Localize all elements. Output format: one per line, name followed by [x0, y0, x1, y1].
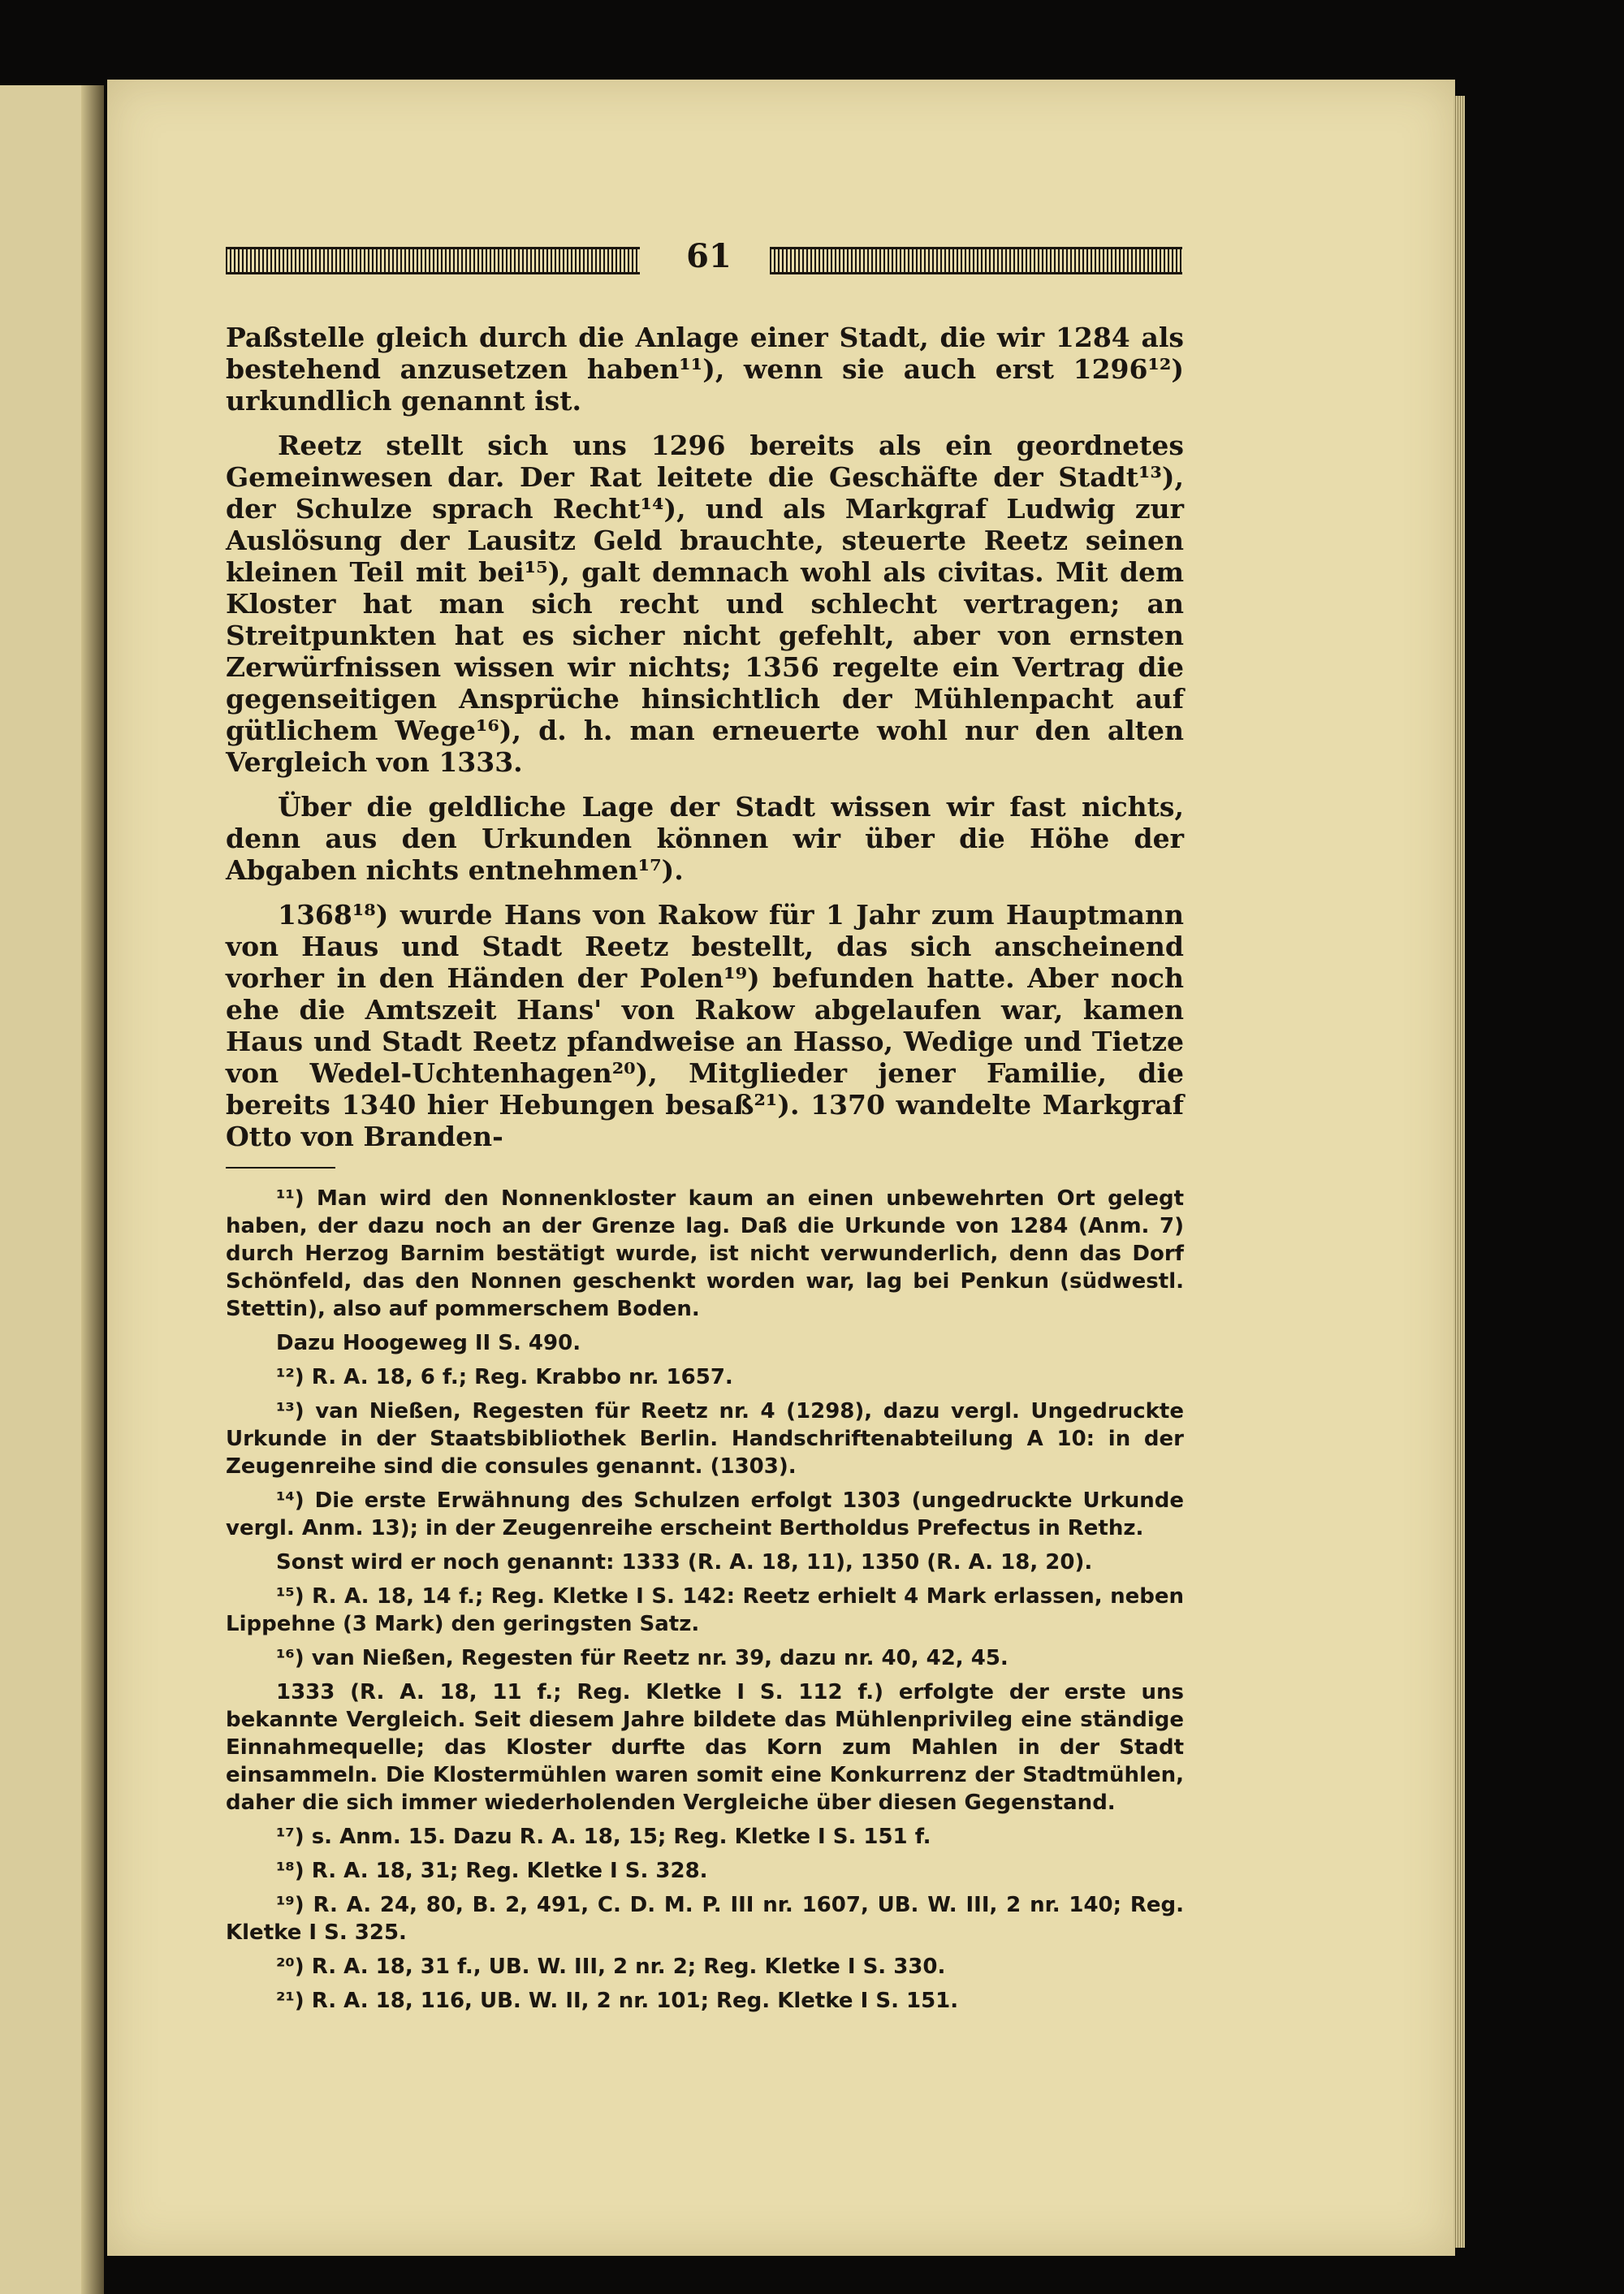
footnote: ¹¹) Man wird den Nonnenkloster kaum an einen unbewehrten Ort gelegt haben, der dazu noch an der Grenze lag. Daß die Urkunde von 1284 (Anm. 7) durch Herzog Barnim bestätigt wurde, ist nicht verwunderlich, denn das Dorf Schönfeld, das den Nonnen geschenkt worden war, lag bei Penkun (südwestl. Stettin), also auf pommerschem Boden.: [226, 1186, 1184, 1321]
footnote: ¹⁷) s. Anm. 15. Dazu R. A. 18, 15; Reg. Kletke I S. 151 f.: [276, 1825, 931, 1849]
page-stack-edge: [1453, 96, 1465, 2248]
header-rule-right: [770, 247, 1182, 274]
paragraph: Über die geldliche Lage der Stadt wissen wir fast nichts, denn aus den Urkunden können wir über die Höhe der Abgaben nichts entnehmen¹⁷).: [226, 791, 1184, 886]
footnote: Dazu Hoogeweg II S. 490.: [276, 1331, 581, 1355]
header-rule-left: [226, 247, 640, 274]
footnote: 1333 (R. A. 18, 11 f.; Reg. Kletke I S. 112 f.) erfolgte der erste uns bekannte Vergleich. Seit diesem Jahre bildete das Mühlenprivileg eine ständige Einnahmequelle; das Kloster durfte das Korn zum Mahlen in der Stadt einsammeln. Die Klostermühlen waren somit eine Konkurrenz der Stadtmühlen, daher die sich immer wiederholenden Vergleiche über diesen Gegenstand.: [226, 1680, 1184, 1815]
footnote: ¹⁸) R. A. 18, 31; Reg. Kletke I S. 328.: [276, 1859, 708, 1883]
main-text: [226, 322, 1184, 2021]
paragraph: Paßstelle gleich durch die Anlage einer Stadt, die wir 1284 als bestehend anzusetzen haben¹¹), wenn sie auch erst 1296¹²) urkundlich genannt ist.: [226, 322, 1184, 417]
footnote: ¹⁴) Die erste Erwähnung des Schulzen erfolgt 1303 (ungedruckte Urkunde vergl. Anm. 13); in der Zeugenreihe erscheint Bertholdus Prefectus in Rethz.: [226, 1488, 1184, 1540]
page-header: [226, 235, 1281, 284]
footnotes: [226, 1185, 1184, 2015]
page-number: 61: [686, 237, 732, 275]
footnote: ¹²) R. A. 18, 6 f.; Reg. Krabbo nr. 1657.: [276, 1365, 733, 1389]
left-page-edge: [0, 85, 104, 2294]
footnote: ²¹) R. A. 18, 116, UB. W. II, 2 nr. 101; Reg. Kletke I S. 151.: [276, 1989, 959, 2013]
paragraph: Reetz stellt sich uns 1296 bereits als ein geordnetes Gemeinwesen dar. Der Rat leitete die Geschäfte der Stadt¹³), der Schulze sprach Recht¹⁴), und als Markgraf Ludwig zur Auslösung der Lausitz Geld brauchte, steuerte Reetz seinen kleinen Teil mit bei¹⁵), galt demnach wohl als civitas. Mit dem Kloster hat man sich recht und schlecht vertragen; an Streitpunkten hat es sicher nicht gefehlt, aber von ernsten Zerwürfnissen wissen wir nichts; 1356 regelte ein Vertrag die gegenseitigen Ansprüche hinsichtlich der Mühlenpacht auf gütlichem Wege¹⁶), d. h. man erneuerte wohl nur den alten Vergleich von 1333.: [226, 430, 1184, 778]
footnote: ¹⁶) van Nießen, Regesten für Reetz nr. 39, dazu nr. 40, 42, 45.: [276, 1646, 1009, 1670]
footnote-divider: [226, 1167, 335, 1169]
footnote: ²⁰) R. A. 18, 31 f., UB. W. III, 2 nr. 2; Reg. Kletke I S. 330.: [276, 1955, 946, 1979]
footnote: ¹⁵) R. A. 18, 14 f.; Reg. Kletke I S. 142: Reetz erhielt 4 Mark erlassen, neben Lippehne (3 Mark) den geringsten Satz.: [226, 1584, 1184, 1636]
paragraph: 1368¹⁸) wurde Hans von Rakow für 1 Jahr zum Hauptmann von Haus und Stadt Reetz bestellt, das sich anscheinend vorher in den Händen der Polen¹⁹) befunden hatte. Aber noch ehe die Amtszeit Hans' von Rakow abgelaufen war, kamen Haus und Stadt Reetz pfandweise an Hasso, Wedige und Tietze von Wedel-Uchtenhagen²⁰), Mitglieder jener Familie, die bereits 1340 hier Hebungen besaß²¹). 1370 wandelte Markgraf Otto von Branden-: [226, 899, 1184, 1152]
book-page: [107, 80, 1455, 2256]
footnote: ¹⁹) R. A. 24, 80, B. 2, 491, C. D. M. P. III nr. 1607, UB. W. III, 2 nr. 140; Reg. Kletke I S. 325.: [226, 1893, 1184, 1945]
footnote: ¹³) van Nießen, Regesten für Reetz nr. 4 (1298), dazu vergl. Ungedruckte Urkunde in der Staatsbibliothek Berlin. Handschriftenabteilung A 10: in der Zeugenreihe sind die consules genannt. (1303).: [226, 1399, 1184, 1479]
footnote: Sonst wird er noch genannt: 1333 (R. A. 18, 11), 1350 (R. A. 18, 20).: [276, 1550, 1093, 1575]
